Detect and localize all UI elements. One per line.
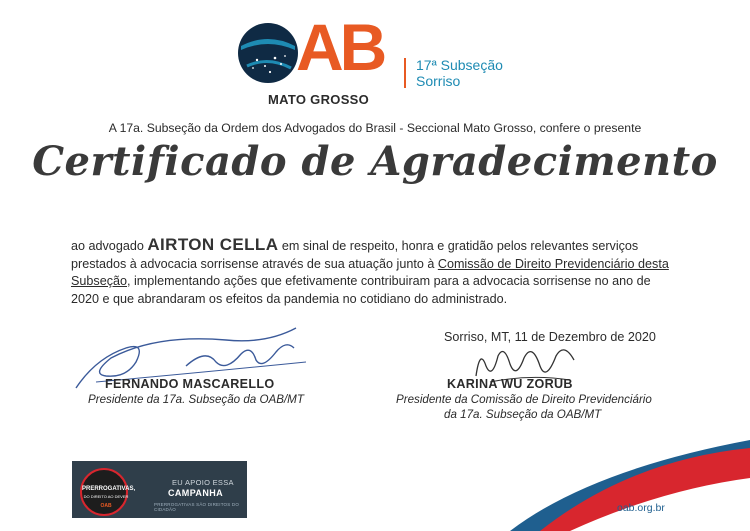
body-part-2: em sinal de respeito, honra e gratidão pelos relevantes serviços prestados à advocacia sorrisense através de sua atuação junto à [71,239,639,271]
signatory-2-name: KARINA WU ZORUB [447,377,573,391]
banner-line-2: CAMPANHA [168,488,224,498]
body-prefix: ao advogado [71,239,148,253]
subsection-city-label: Sorriso [416,73,461,89]
commission-name: Comissão de Direito Previdenciário desta Subseção [71,256,669,289]
date-line: Sorriso, MT, 11 de Dezembro de 2020 [444,330,656,344]
prerogatives-badge-icon [80,468,136,516]
badge-text [82,486,136,501]
footer-url: oab.org.br [617,502,665,514]
recipient-name: AIRTON CELLA [147,235,279,254]
signatory-2-role-line-2: da 17a. Subseção da OAB/MT [444,408,602,421]
badge-subtitle: DO DIREITO AO DEVER [83,494,129,499]
intro-text: A 17a. Subseção da Ordem dos Advogados do Brasil - Seccional Mato Grosso, confere o presente [108,121,642,135]
logo-ab-text: AB [296,10,384,84]
banner-line-1: EU APOIO ESSA [172,478,234,487]
campaign-banner [72,461,247,518]
signatory-2-role-line-1: Presidente da Comissão de Direito Previdenciário [396,393,652,406]
certificate-body [71,236,681,309]
oab-globe-logo-icon [237,22,299,84]
footer-wave-decoration [510,430,750,531]
banner-line-3: PRERROGATIVAS SÃO DIREITOS DO CIDADÃO [154,502,240,512]
badge-title: PRERROGATIVAS, [82,486,136,492]
signatory-1-name: FERNANDO MASCARELLO [105,377,275,391]
logo-state-label: MATO GROSSO [268,92,370,107]
signatory-1-role: Presidente da 17a. Subseção da OAB/MT [88,393,304,406]
logo-divider [404,58,406,88]
certificate-title: Certificado de Agradecimento [32,138,718,185]
body-part-3: , implementando ações que efetivamente contribuiram para a advocacia sorrisense no ano de 2020 e que abrandaram os efeitos da pandemia no cotidiano do administrado. [71,274,651,307]
subsection-label: 17ª Subseção [416,57,503,73]
badge-oab-label: OAB [100,503,112,509]
